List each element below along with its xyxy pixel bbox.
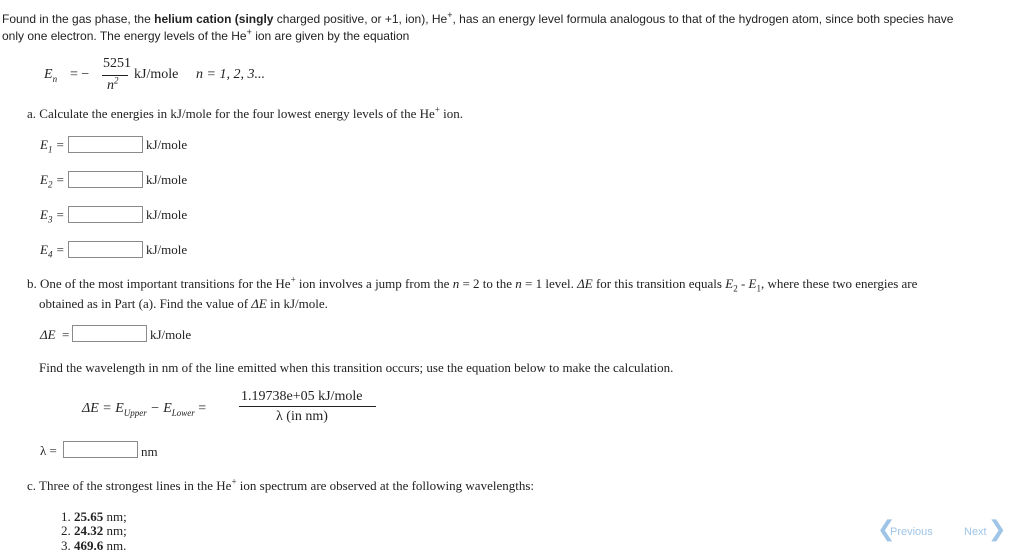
chevron-left-icon: ❮ — [877, 517, 896, 542]
chevron-right-icon: ❯ — [988, 517, 1007, 542]
e3-input[interactable] — [68, 206, 143, 223]
list-item: 3. 469.6 nm. — [61, 538, 127, 553]
intro-line-1: Found in the gas phase, the helium cation (singly charged positive, or +1, ion), He+, has an energy level formula analogous to that of the hydrogen atom, since both species have — [2, 10, 954, 26]
e1-input[interactable] — [68, 136, 143, 153]
e4-input[interactable] — [68, 241, 143, 258]
intro-line-2: only one electron. The energy levels of the He+ ion are given by the equation — [2, 27, 410, 43]
list-item: 1. 25.65 nm; — [61, 509, 127, 524]
part-b-line-1: b. One of the most important transitions for the He+ ion involves a jump from the n = 2 to the n = 1 level. ΔE for this transition equals $E_2 - E_1$, where these two energies are — [27, 274, 918, 294]
lambda-input[interactable] — [63, 441, 138, 458]
e2-input[interactable] — [68, 171, 143, 188]
list-item: 2. 24.32 nm; — [61, 523, 127, 538]
part-c-prompt: c. Three of the strongest lines in the He+ ion spectrum are observed at the following wavelengths: — [27, 476, 535, 493]
delta-e-input[interactable] — [72, 325, 147, 342]
part-a-prompt: a. Calculate the energies in kJ/mole for the four lowest energy levels of the He+ ion. — [27, 104, 464, 121]
part-b-line-2: obtained as in Part (a). Find the value of ΔE in kJ/mole. — [39, 296, 328, 311]
wavelength-prompt: Find the wavelength in nm of the line emitted when this transition occurs; use the equation below to make the calculation. — [39, 360, 674, 375]
